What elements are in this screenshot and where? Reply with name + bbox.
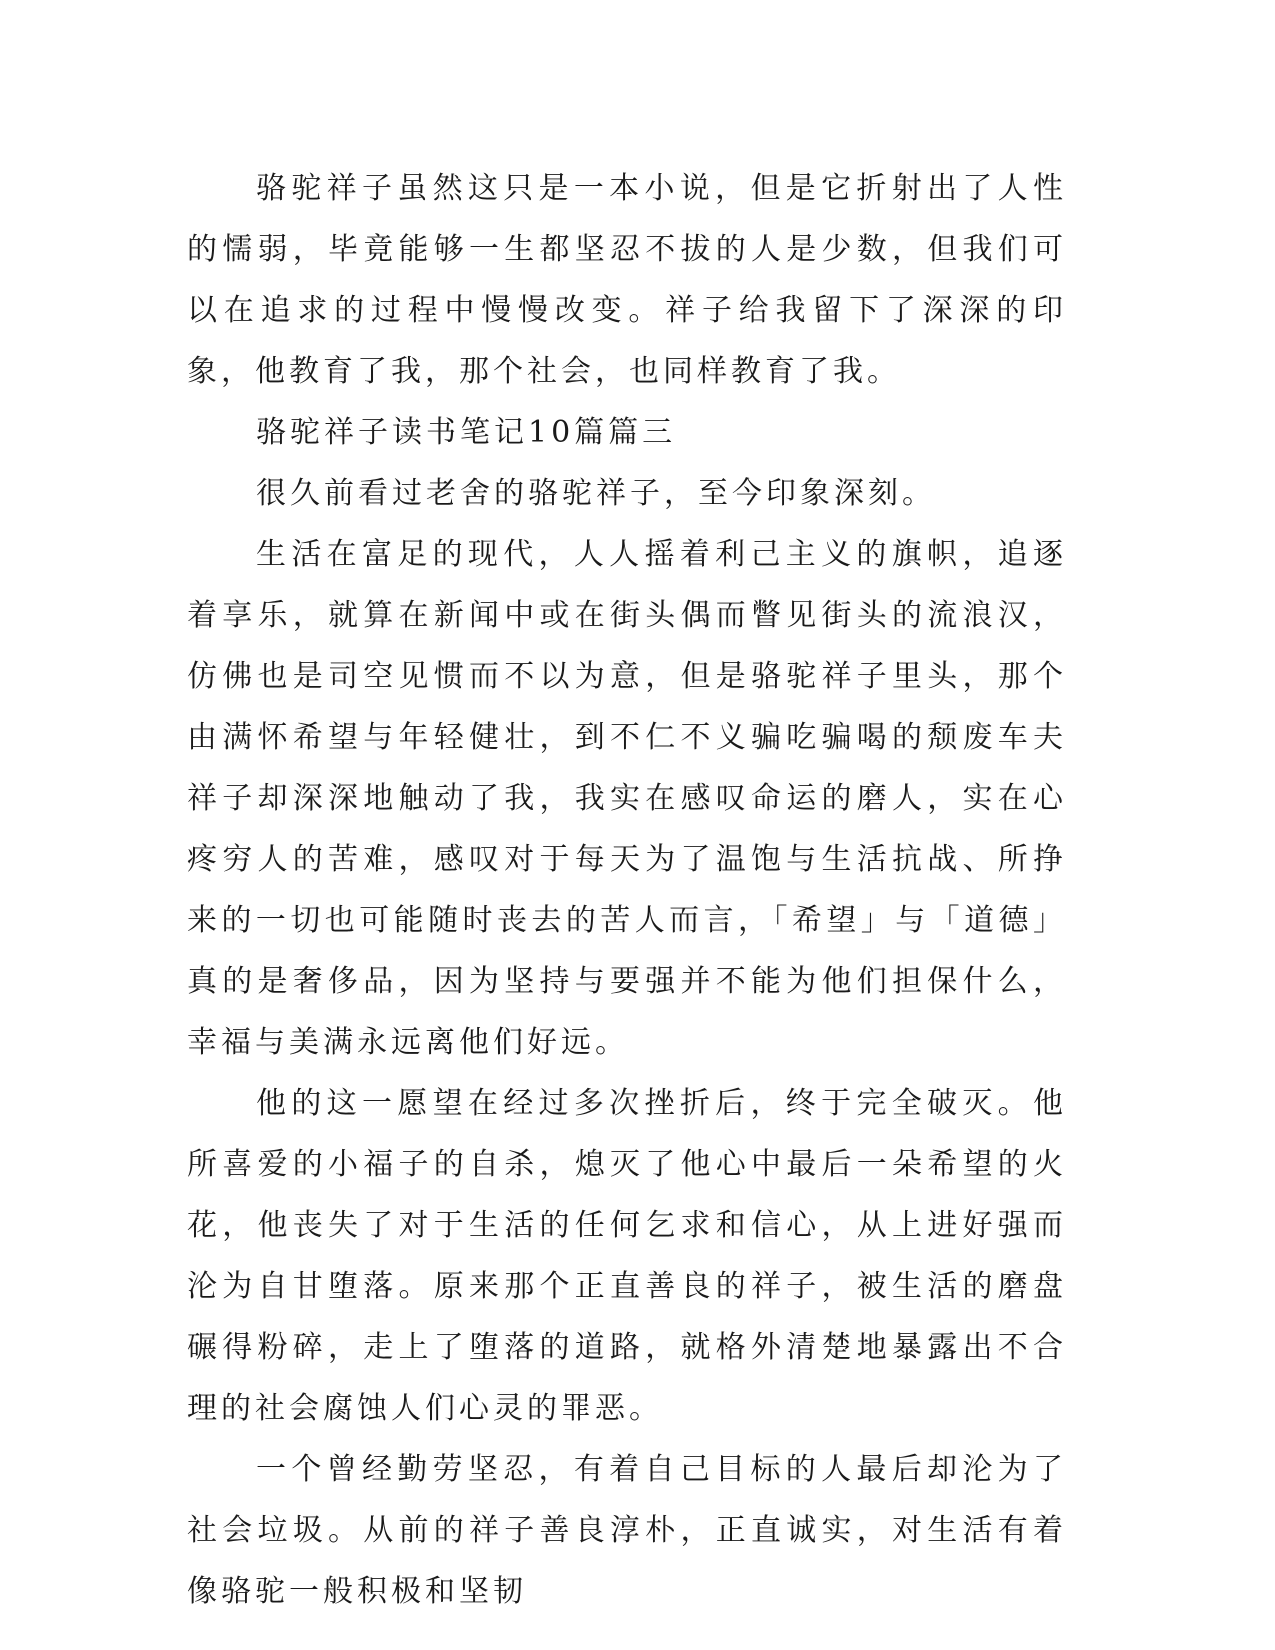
paragraph-1: 骆驼祥子虽然这只是一本小说，但是它折射出了人性的懦弱，毕竟能够一生都坚忍不拔的人是少数，但我们可以在追求的过程中慢慢改变。祥子给我留下了深深的印象，他教育了我，那个社会，也同样教育了我。 bbox=[187, 171, 1067, 389]
section-heading: 骆驼祥子读书笔记10篇篇三 bbox=[256, 415, 677, 450]
paragraph-4: 他的这一愿望在经过多次挫折后，终于完全破灭。他所喜爱的小福子的自杀，熄灭了他心中最后一朵希望的火花，他丧失了对于生活的任何乞求和信心，从上进好强而沦为自甘堕落。原来那个正直善良的祥子，被生活的磨盘碾得粉碎，走上了堕落的道路，就格外清楚地暴露出不合理的社会腐蚀人们心灵的罪恶。 bbox=[187, 1086, 1067, 1426]
paragraph-3: 生活在富足的现代，人人摇着利己主义的旗帜，追逐着享乐，就算在新闻中或在街头偶而瞥见街头的流浪汉，仿佛也是司空见惯而不以为意，但是骆驼祥子里头，那个由满怀希望与年轻健壮，到不仁不义骗吃骗喝的颓废车夫祥子却深深地触动了我，我实在感叹命运的磨人，实在心疼穷人的苦难，感叹对于每天为了温饱与生活抗战、所挣来的一切也可能随时丧去的苦人而言，「希望」与「道德」真的是奢侈品，因为坚持与要强并不能为他们担保什么，幸福与美满永远离他们好远。 bbox=[187, 537, 1067, 1060]
paragraph-2: 很久前看过老舍的骆驼祥子，至今印象深刻。 bbox=[256, 476, 936, 511]
document-body bbox=[187, 158, 1067, 1622]
paragraph-5: 一个曾经勤劳坚忍，有着自己目标的人最后却沦为了社会垃圾。从前的祥子善良淳朴，正直诚实，对生活有着像骆驼一般积极和坚韧 bbox=[187, 1452, 1067, 1609]
